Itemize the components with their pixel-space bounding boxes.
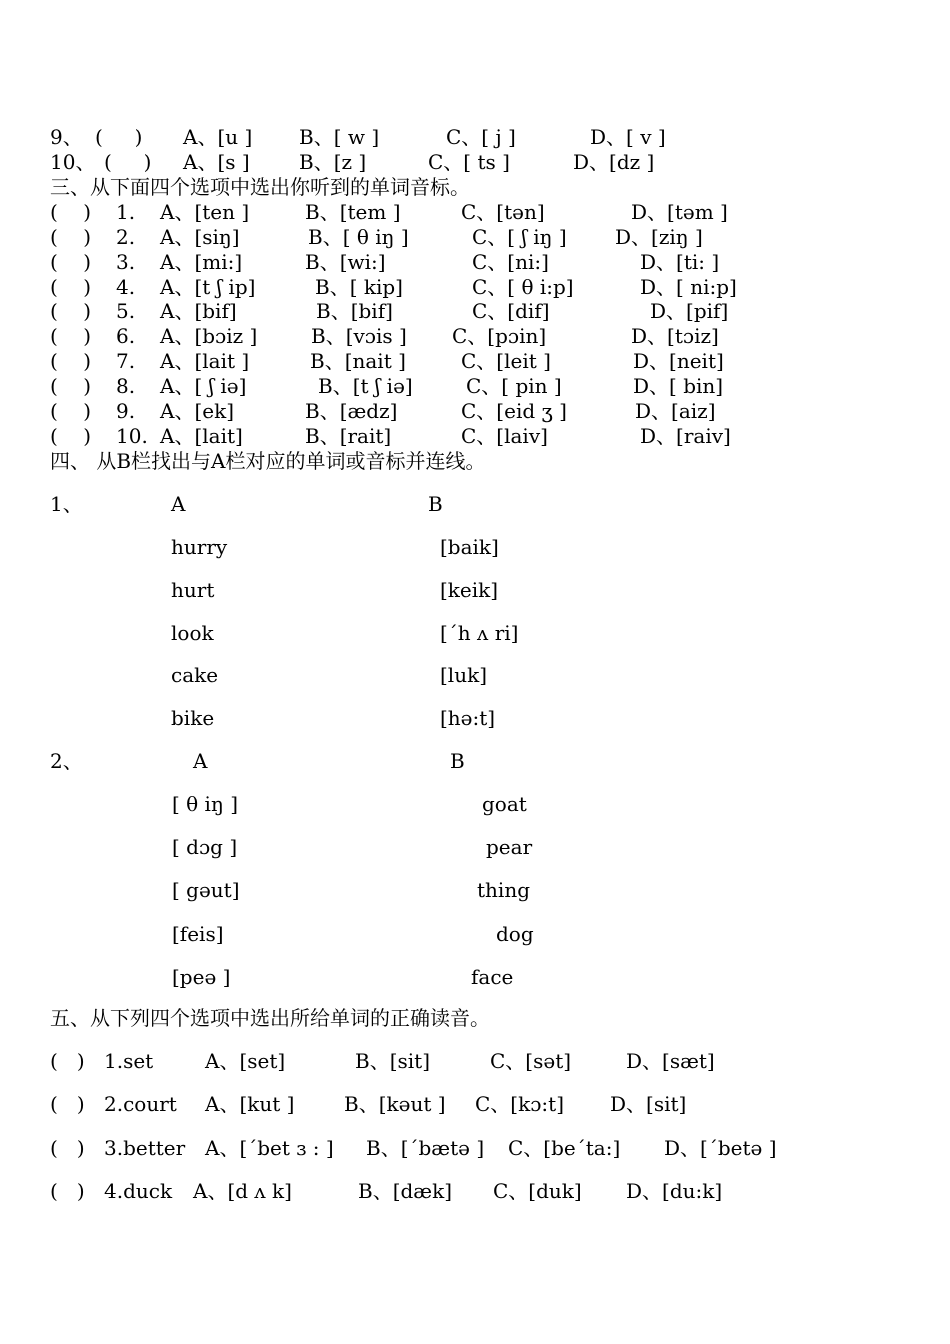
column-b-item: [ˊh ʌ ri]	[440, 620, 519, 645]
option-c: C、[laiv]	[461, 423, 548, 448]
option-c: C、[pɔin]	[452, 324, 547, 349]
column-a-item: [ gəut]	[172, 878, 240, 903]
option-a: A、[lait ]	[160, 349, 250, 374]
column-b-item: goat	[482, 792, 527, 816]
question-number: 5.	[116, 299, 136, 324]
answer-blank: ( )	[104, 150, 152, 174]
option-a: A、[s ]	[183, 150, 250, 174]
column-a-item: cake	[171, 663, 219, 688]
group-label: 2、	[50, 749, 83, 773]
option-a: A、[bɔiz ]	[160, 324, 258, 349]
section-3-heading: 三、从下面四个选项中选出你听到的单词音标。	[50, 175, 470, 199]
option-c: C、[eid ʒ ]	[461, 398, 567, 423]
option-b: B、[ w ]	[299, 125, 380, 149]
answer-blank: ( )	[95, 125, 143, 149]
question-number: 8.	[116, 373, 136, 398]
answer-blank: ( )	[50, 224, 92, 249]
question-number: 9、	[50, 125, 83, 149]
column-b-item: [baik]	[440, 535, 499, 559]
option-b: B、[t ʃ iə]	[318, 373, 413, 398]
section-5-heading: 五、从下列四个选项中选出所给单词的正确读音。	[50, 1006, 490, 1030]
column-a-item: look	[171, 620, 214, 645]
column-a-header: A	[193, 749, 208, 773]
answer-blank: ( )	[50, 1135, 85, 1160]
option-a: A、[ek]	[160, 398, 235, 423]
column-a-item: hurry	[171, 535, 228, 559]
column-a-item: bike	[171, 706, 215, 731]
answer-blank: ( )	[50, 200, 92, 224]
option-b: B、[nait ]	[310, 349, 406, 374]
column-a-header: A	[171, 492, 186, 516]
option-d: D、[ v ]	[590, 125, 666, 149]
option-c: C、[ ʃ iŋ ]	[472, 224, 567, 249]
answer-blank: ( )	[50, 299, 92, 324]
option-b: B、[rait]	[305, 423, 392, 448]
option-d: D、[du:k]	[626, 1178, 723, 1203]
option-a: A、[d ʌ k]	[193, 1178, 292, 1203]
question-number: 7.	[116, 349, 136, 374]
option-b: B、[kəut ]	[344, 1092, 446, 1117]
column-a-item: [feis]	[172, 921, 224, 946]
option-c: C、[duk]	[493, 1178, 582, 1203]
option-d: D、[sæt]	[626, 1049, 715, 1073]
question-number: 10、	[50, 150, 96, 174]
answer-blank: ( )	[50, 324, 92, 349]
option-b: B、[tem ]	[305, 200, 401, 224]
option-b: B、[bif]	[316, 299, 393, 324]
option-c: C、[ni:]	[472, 249, 549, 274]
column-b-item: [keik]	[440, 577, 499, 602]
option-d: D、[pif]	[650, 299, 729, 324]
option-d: D、[ti: ]	[640, 249, 720, 274]
option-b: B、[ kip]	[315, 274, 403, 299]
option-c: C、[ j ]	[446, 125, 516, 149]
option-d: D、[ bin]	[633, 373, 724, 398]
question-word: 4.duck	[104, 1178, 173, 1203]
option-c: C、[tən]	[461, 200, 545, 224]
question-number: 10.	[116, 423, 148, 448]
answer-blank: ( )	[50, 349, 92, 374]
answer-blank: ( )	[50, 373, 92, 398]
question-number: 3.	[116, 249, 136, 274]
option-d: D、[ ni:p]	[640, 274, 737, 299]
option-b: B、[ædz]	[305, 398, 398, 423]
option-d: D、[sit]	[610, 1092, 687, 1117]
answer-blank: ( )	[50, 249, 92, 274]
option-b: B、[z ]	[299, 150, 367, 174]
question-word: 2.court	[104, 1092, 177, 1117]
column-b-item: [luk]	[440, 663, 488, 688]
option-d: D、[ˊbetə ]	[664, 1135, 777, 1160]
option-a: A、[bif]	[160, 299, 237, 324]
option-b: B、[wi:]	[305, 249, 386, 274]
question-word: 3.better	[104, 1135, 186, 1160]
option-a: A、[t ʃ ip]	[160, 274, 256, 299]
answer-blank: ( )	[50, 1092, 85, 1117]
option-b: B、[dæk]	[358, 1178, 453, 1203]
option-c: C、[beˊta:]	[508, 1135, 621, 1160]
answer-blank: ( )	[50, 423, 92, 448]
option-d: D、[dz ]	[573, 150, 655, 174]
option-a: A、[ ʃ iə]	[160, 373, 247, 398]
option-a: A、[lait]	[160, 423, 243, 448]
answer-blank: ( )	[50, 398, 92, 423]
answer-blank: ( )	[50, 274, 92, 299]
option-a: A、[ˊbet ɜ : ]	[205, 1135, 334, 1160]
column-a-item: [ θ iŋ ]	[172, 792, 238, 816]
column-a-item: [ dɔg ]	[172, 835, 238, 860]
question-number: 1.	[116, 200, 136, 224]
column-b-item: dog	[496, 921, 534, 946]
option-c: C、[ pin ]	[466, 373, 562, 398]
column-b-item: [hə:t]	[440, 706, 496, 731]
option-b: B、[ θ iŋ ]	[308, 224, 409, 249]
option-c: C、[sət]	[490, 1049, 572, 1073]
answer-blank: ( )	[50, 1049, 85, 1073]
option-c: C、[ θ i:p]	[472, 274, 574, 299]
group-label: 1、	[50, 492, 83, 516]
option-a: A、[kut ]	[205, 1092, 295, 1117]
option-d: D、[ziŋ ]	[615, 224, 703, 249]
question-number: 6.	[116, 324, 136, 349]
option-d: D、[raiv]	[640, 423, 731, 448]
option-a: A、[ten ]	[160, 200, 250, 224]
column-b-header: B	[450, 749, 465, 773]
column-a-item: hurt	[171, 577, 215, 602]
option-a: A、[siŋ]	[160, 224, 240, 249]
option-c: C、[dif]	[472, 299, 550, 324]
option-c: C、[ ts ]	[428, 150, 510, 174]
column-b-header: B	[428, 492, 443, 516]
option-d: D、[təm ]	[631, 200, 728, 224]
question-number: 4.	[116, 274, 136, 299]
option-d: D、[aiz]	[635, 398, 716, 423]
option-b: B、[vɔis ]	[311, 324, 407, 349]
section-4-heading: 四、 从B栏找出与A栏对应的单词或音标并连线。	[50, 449, 486, 473]
answer-blank: ( )	[50, 1178, 85, 1203]
option-a: A、[set]	[205, 1049, 286, 1073]
option-b: B、[sit]	[355, 1049, 430, 1073]
column-b-item: face	[471, 964, 514, 989]
question-number: 2.	[116, 224, 136, 249]
option-c: C、[leit ]	[461, 349, 551, 374]
option-c: C、[kɔ:t]	[475, 1092, 565, 1117]
option-a: A、[mi:]	[160, 249, 243, 274]
column-b-item: thing	[477, 878, 530, 903]
column-a-item: [peə ]	[172, 964, 231, 989]
option-d: D、[tɔiz]	[631, 324, 719, 349]
question-word: 1.set	[104, 1049, 154, 1073]
option-d: D、[neit]	[633, 349, 724, 374]
column-b-item: pear	[486, 835, 533, 860]
option-b: B、[ˊbætə ]	[366, 1135, 485, 1160]
question-number: 9.	[116, 398, 136, 423]
option-a: A、[u ]	[183, 125, 253, 149]
